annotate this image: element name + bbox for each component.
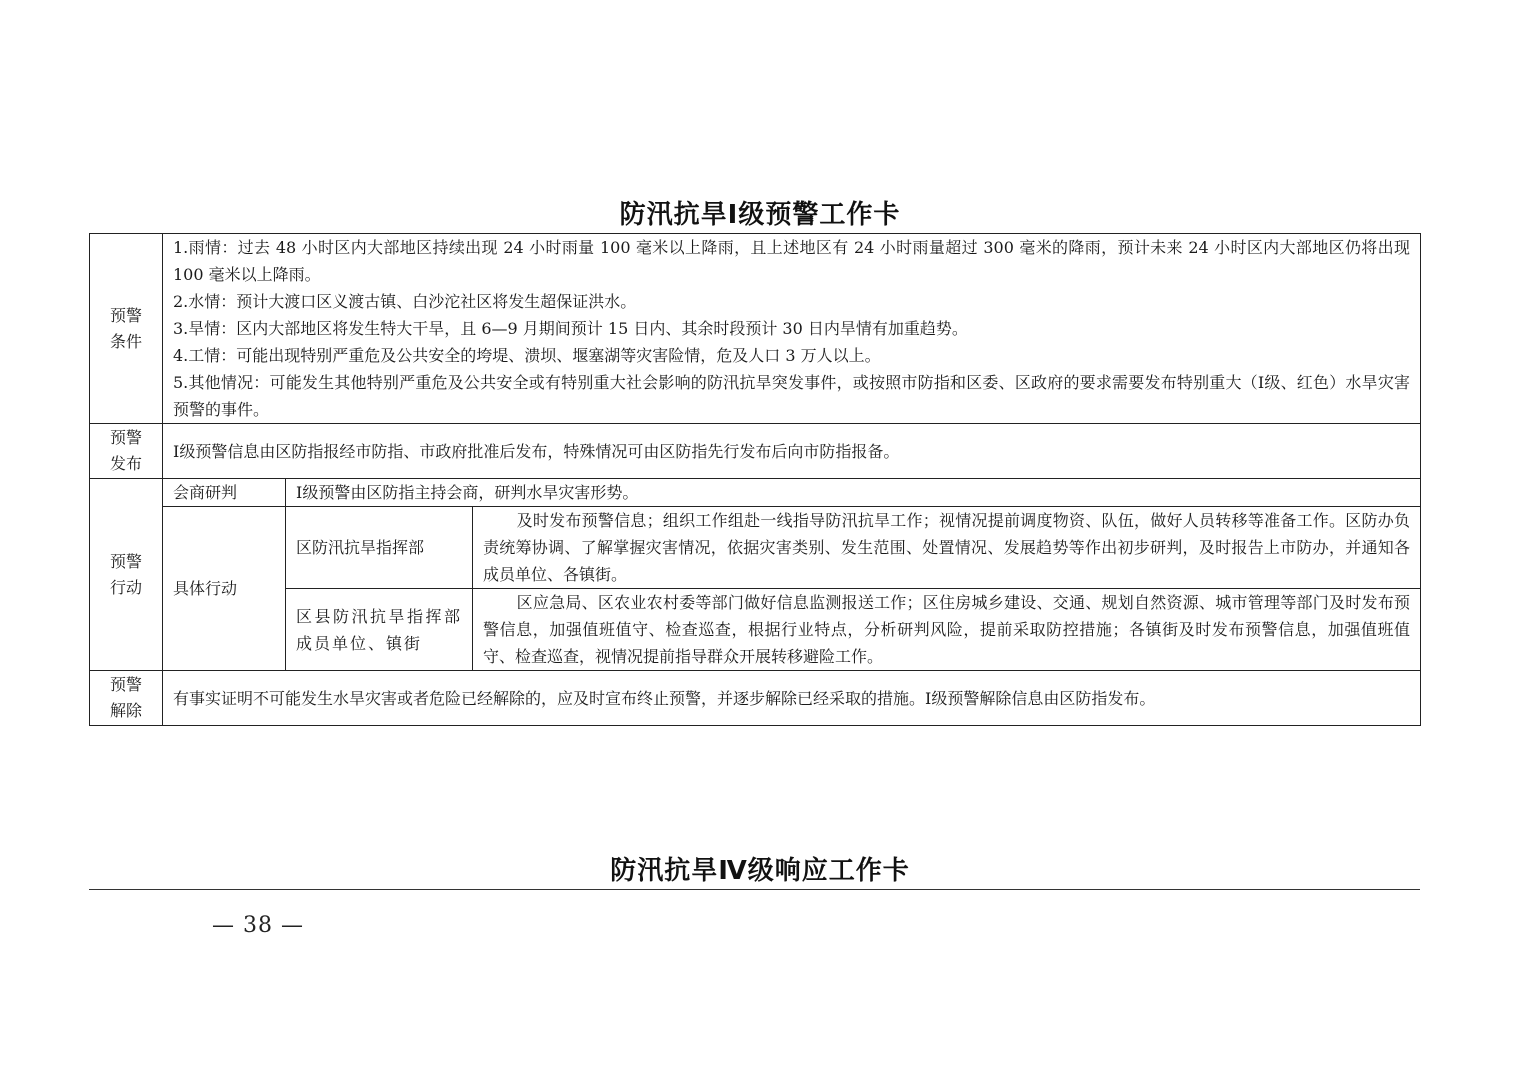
condition-other: 5.其他情况：可能发生其他特别严重危及公共安全或有特别重大社会影响的防汛抗旱突发事件，或按照市防指和区委、区政府的要求需要发布特别重大（Ⅰ级、红色）水旱灾害预警的事件。 bbox=[173, 373, 1411, 419]
lift-content bbox=[163, 671, 1421, 726]
consult-content bbox=[286, 479, 1421, 507]
row-action-members bbox=[90, 589, 1421, 671]
conditions-content bbox=[163, 234, 1421, 424]
unit-headquarters-name: 区防汛抗旱指挥部 bbox=[296, 538, 425, 557]
release-text: Ⅰ级预警信息由区防指报经市防指、市政府批准后发布，特殊情况可由区防指先行发布后向市防指报备。 bbox=[173, 441, 900, 461]
unit-headquarters-content bbox=[473, 507, 1421, 589]
horizontal-rule bbox=[89, 889, 1420, 890]
unit-headquarters-cell bbox=[286, 507, 473, 589]
condition-drought: 3.旱情：区内大部地区将发生特大干旱，且 6—9 月期间预计 15 日内、其余时段预计 30 日内旱情有加重趋势。 bbox=[173, 319, 968, 338]
card-title-level1-warning: 防汛抗旱Ⅰ级预警工作卡 bbox=[619, 200, 901, 230]
label-text: 预警 发布 bbox=[109, 428, 142, 473]
consult-text: Ⅰ级预警由区防指主持会商，研判水旱灾害形势。 bbox=[296, 483, 639, 502]
row-warning-action-consult bbox=[90, 479, 1421, 507]
label-warning-conditions bbox=[90, 234, 163, 424]
label-text: 预警 行动 bbox=[109, 551, 142, 597]
release-content bbox=[163, 424, 1421, 479]
label-text: 预警 条件 bbox=[109, 305, 142, 351]
consult-label: 会商研判 bbox=[173, 483, 238, 502]
label-warning-lift bbox=[90, 671, 163, 726]
page-number: — 38 — bbox=[212, 913, 304, 938]
label-text: 预警 解除 bbox=[109, 675, 142, 720]
specific-action-label-cell bbox=[163, 507, 286, 671]
unit-headquarters-text: 及时发布预警信息；组织工作组赴一线指导防汛抗旱工作；视情况提前调度物资、队伍，做好人员转移等准备工作。区防办负责统筹协调、了解掌握灾害情况，依据灾害类别、发生范围、处置情况、发展趋势等作出初步研判，及时报告上市防办，并通知各成员单位、各镇街。 bbox=[483, 511, 1411, 584]
card-title-level4-response: 防汛抗旱Ⅳ级响应工作卡 bbox=[610, 856, 910, 886]
unit-members-cell bbox=[286, 589, 473, 671]
row-action-headquarters bbox=[90, 507, 1421, 589]
consult-label-cell bbox=[163, 479, 286, 507]
lift-text: 有事实证明不可能发生水旱灾害或者危险已经解除的，应及时宣布终止预警，并逐步解除已经采取的措施。Ⅰ级预警解除信息由区防指发布。 bbox=[173, 688, 1156, 708]
unit-members-name: 区县防汛抗旱指挥部成员单位、镇街 bbox=[296, 606, 462, 653]
row-warning-release bbox=[90, 424, 1421, 479]
condition-water: 2.水情：预计大渡口区义渡古镇、白沙沱社区将发生超保证洪水。 bbox=[173, 292, 637, 311]
label-warning-action bbox=[90, 479, 163, 671]
condition-rain: 1.雨情：过去 48 小时区内大部地区持续出现 24 小时雨量 100 毫米以上降雨，且上述地区有 24 小时雨量超过 300 毫米的降雨，预计未来 24 小时区内大部地区仍将出现 100 毫米以上降雨。 bbox=[173, 238, 1411, 284]
warning-work-card-table bbox=[89, 233, 1421, 726]
row-warning-lift bbox=[90, 671, 1421, 726]
specific-action-label: 具体行动 bbox=[173, 579, 238, 598]
label-warning-release bbox=[90, 424, 163, 479]
condition-engineering: 4.工情：可能出现特别严重危及公共安全的垮堤、溃坝、堰塞湖等灾害险情，危及人口 3 万人以上。 bbox=[173, 346, 881, 365]
unit-members-content bbox=[473, 589, 1421, 671]
unit-members-text: 区应急局、区农业农村委等部门做好信息监测报送工作；区住房城乡建设、交通、规划自然资源、城市管理等部门及时发布预警信息，加强值班值守、检查巡查，根据行业特点，分析研判风险，提前采取防控措施；各镇街及时发布预警信息，加强值班值守、检查巡查，视情况提前指导群众开展转移避险工作。 bbox=[483, 593, 1411, 666]
row-warning-conditions bbox=[90, 234, 1421, 424]
